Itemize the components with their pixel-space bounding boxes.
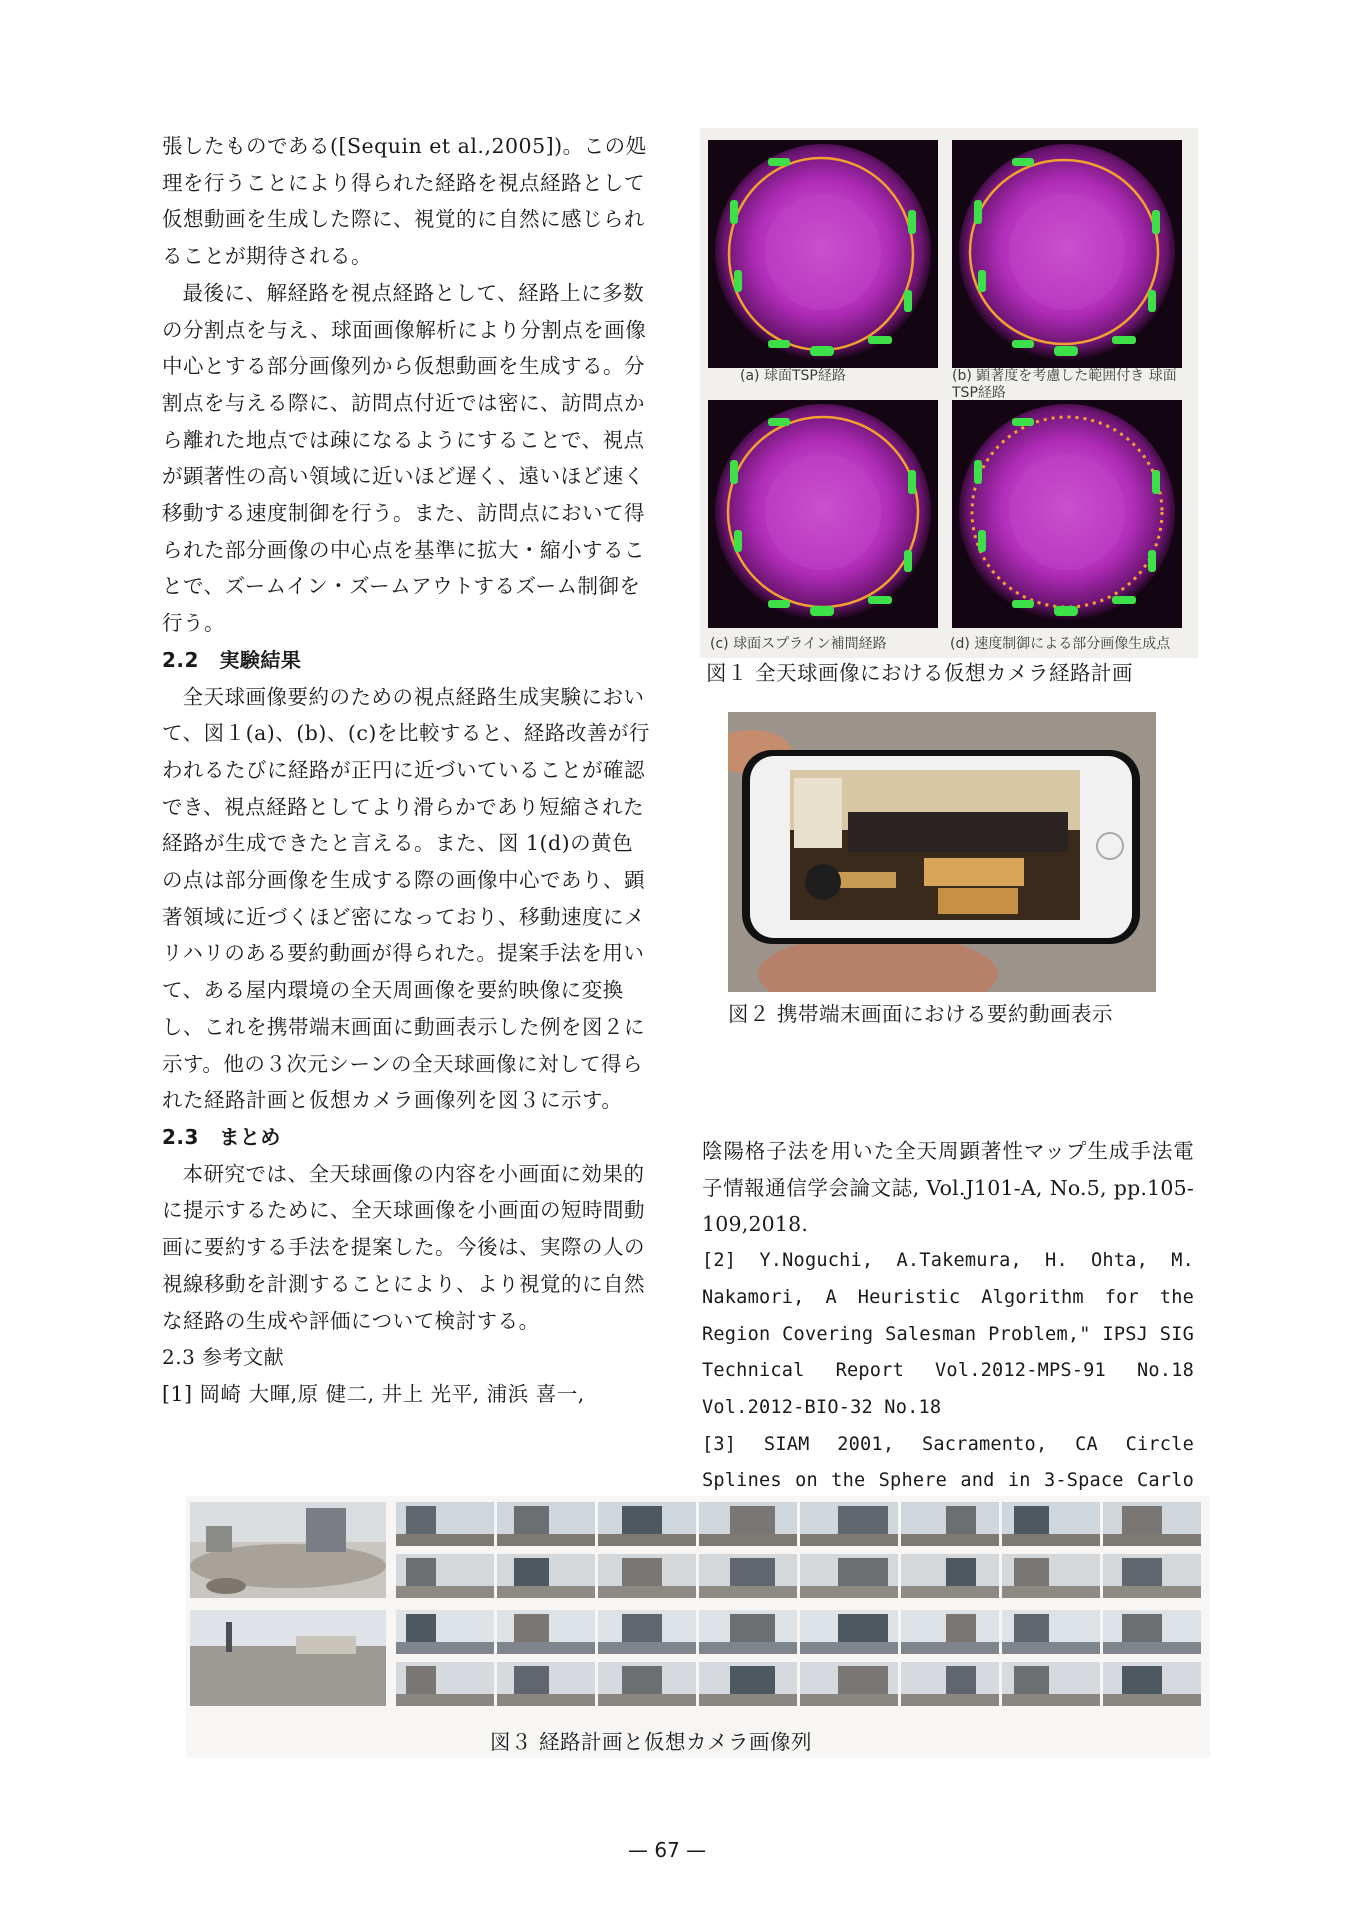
camera-frame-thumbnail — [800, 1662, 898, 1706]
figure-3-image-grid — [186, 1496, 1210, 1718]
camera-frame-thumbnail — [901, 1610, 999, 1654]
camera-frame-thumbnail — [1103, 1610, 1201, 1654]
section-heading-2-2: 2.2 実験結果 — [162, 647, 302, 672]
subcaption-c: (c) 球面スプライン補間経路 — [710, 636, 887, 652]
figure-1 — [700, 128, 1198, 658]
panel-d-image — [952, 400, 1182, 628]
camera-frame-thumbnail — [699, 1662, 797, 1706]
subcaption-a: (a) 球面TSP経路 — [740, 368, 846, 384]
panel-b-image — [952, 140, 1182, 368]
camera-frame-thumbnail — [396, 1554, 494, 1598]
reference-3: [3] SIAM 2001, Sacramento, CA Circle Splines on the Sphere and in 3-Space Carlo — [702, 1433, 1194, 1492]
body-paragraph: 張したものである([Sequin et al.,2005])。この処理を行うことにより得られた経路を視点経路として仮想動画を生成した際に、視覚的に自然に感じられることが期待される。 — [162, 134, 647, 269]
camera-frame-thumbnail — [699, 1502, 797, 1546]
page-number: — 67 — — [628, 1838, 707, 1862]
camera-frame-thumbnail — [699, 1610, 797, 1654]
panorama-2 — [190, 1610, 386, 1706]
figure-3-caption: 図３ 経路計画と仮想カメラ画像列 — [490, 1730, 813, 1754]
left-column — [162, 128, 652, 1413]
body-paragraph: 最後に、解経路を視点経路として、経路上に多数の分割点を与え、球面画像解析により分割点を画像中心とする部分画像列から仮想動画を生成する。分割点を与える際に、訪問点付近では密に、訪問点から離れた地点では疎になるようにすることで、視点が顕著性の高い領域に近いほど遅く、遠いほど速く移動する速度制御を行う。また、訪問点において得られた部分画像の中心点を基準に拡大・縮小することで、ズームイン・ズームアウトするズーム制御を行う。 — [162, 280, 647, 636]
camera-frame-thumbnail — [598, 1554, 696, 1598]
reference-2: [2] Y.Noguchi, A.Takemura, H. Ohta, M. Nakamori, A Heuristic Algorithm for the Region Covering Salesman Problem," IPSJ SIG Technical Report Vol.2012-MPS-91 No.18 Vol.2012-BIO-32 No.18 — [702, 1250, 1194, 1418]
references-heading: 2.3 参考文献 — [162, 1345, 285, 1370]
figure-1-caption: 図１ 全天球画像における仮想カメラ経路計画 — [706, 661, 1134, 685]
subcaption-b: (b) 顕著度を考慮した範囲付き 球面TSP経路 — [952, 368, 1177, 401]
camera-frame-thumbnail — [497, 1502, 595, 1546]
camera-frame-thumbnail — [1002, 1662, 1100, 1706]
camera-frame-thumbnail — [800, 1502, 898, 1546]
camera-frame-thumbnail — [901, 1554, 999, 1598]
body-paragraph: 本研究では、全天球画像の内容を小画面に効果的に提示するために、全天球画像を小画面の短時間動画に要約する手法を提案した。今後は、実際の人の視線移動を計測することにより、より視覚的に自然な経路の生成や評価について検討する。 — [162, 1161, 645, 1333]
camera-frame-thumbnail — [901, 1502, 999, 1546]
camera-frame-thumbnail — [1002, 1610, 1100, 1654]
camera-frame-thumbnail — [598, 1502, 696, 1546]
camera-frame-thumbnail — [497, 1610, 595, 1654]
camera-frame-thumbnail — [1103, 1554, 1201, 1598]
camera-frame-thumbnail — [497, 1662, 595, 1706]
panorama-1 — [190, 1502, 386, 1598]
camera-frame-thumbnail — [800, 1610, 898, 1654]
camera-frame-thumbnail — [1002, 1502, 1100, 1546]
figure-3 — [186, 1496, 1210, 1758]
camera-frame-thumbnail — [901, 1662, 999, 1706]
camera-frame-thumbnail — [1103, 1502, 1201, 1546]
camera-frame-thumbnail — [1103, 1662, 1201, 1706]
camera-frame-thumbnail — [598, 1662, 696, 1706]
section-heading-2-3: 2.3 まとめ — [162, 1124, 281, 1149]
figure-2 — [728, 712, 1156, 992]
camera-frame-thumbnail — [1002, 1554, 1100, 1598]
subcaption-d: (d) 速度制御による部分画像生成点 — [950, 636, 1171, 652]
panel-c-image — [708, 400, 938, 628]
camera-frame-thumbnail — [699, 1554, 797, 1598]
camera-frame-thumbnail — [497, 1554, 595, 1598]
camera-frame-thumbnail — [396, 1662, 494, 1706]
panel-a-image — [708, 140, 938, 368]
camera-frame-thumbnail — [598, 1610, 696, 1654]
right-column — [702, 1133, 1194, 1537]
camera-frame-thumbnail — [800, 1554, 898, 1598]
thumbnail-grid — [396, 1502, 1201, 1706]
body-paragraph: 全天球画像要約のための視点経路生成実験において、図１(a)、(b)、(c)を比較すると、経路改善が行われるたびに経路が正円に近づいていることが確認でき、視点経路としてより滑らかであり短縮された経路が生成できたと言える。また、図 1(d)の黄色の点は部分画像を生成する際の画像中心であり、顕著領域に近づくほど密になっており、移動速度にメリハリのある要約動画が得られた。提案手法を用いて、ある屋内環境の全天周画像を要約映像に変換し、これを携帯端末画面に動画表示した例を図２に示す。他の３次元シーンの全天球画像に対して得られた経路計画と仮想カメラ画像列を図３に示す。 — [162, 684, 650, 1113]
figure-2-caption: 図２ 携帯端末画面における要約動画表示 — [728, 1002, 1114, 1026]
smartphone-photo — [728, 712, 1156, 992]
reference-1-continued: 陰陽格子法を用いた全天周顕著性マップ生成手法電子情報通信学会論文誌, Vol.J101-A, No.5, pp.105-109,2018. — [702, 1139, 1194, 1237]
camera-frame-thumbnail — [396, 1502, 494, 1546]
camera-frame-thumbnail — [396, 1610, 494, 1654]
reference-1-start: [1] 岡崎 大暉,原 健二, 井上 光平, 浦浜 喜一, — [162, 1381, 585, 1406]
